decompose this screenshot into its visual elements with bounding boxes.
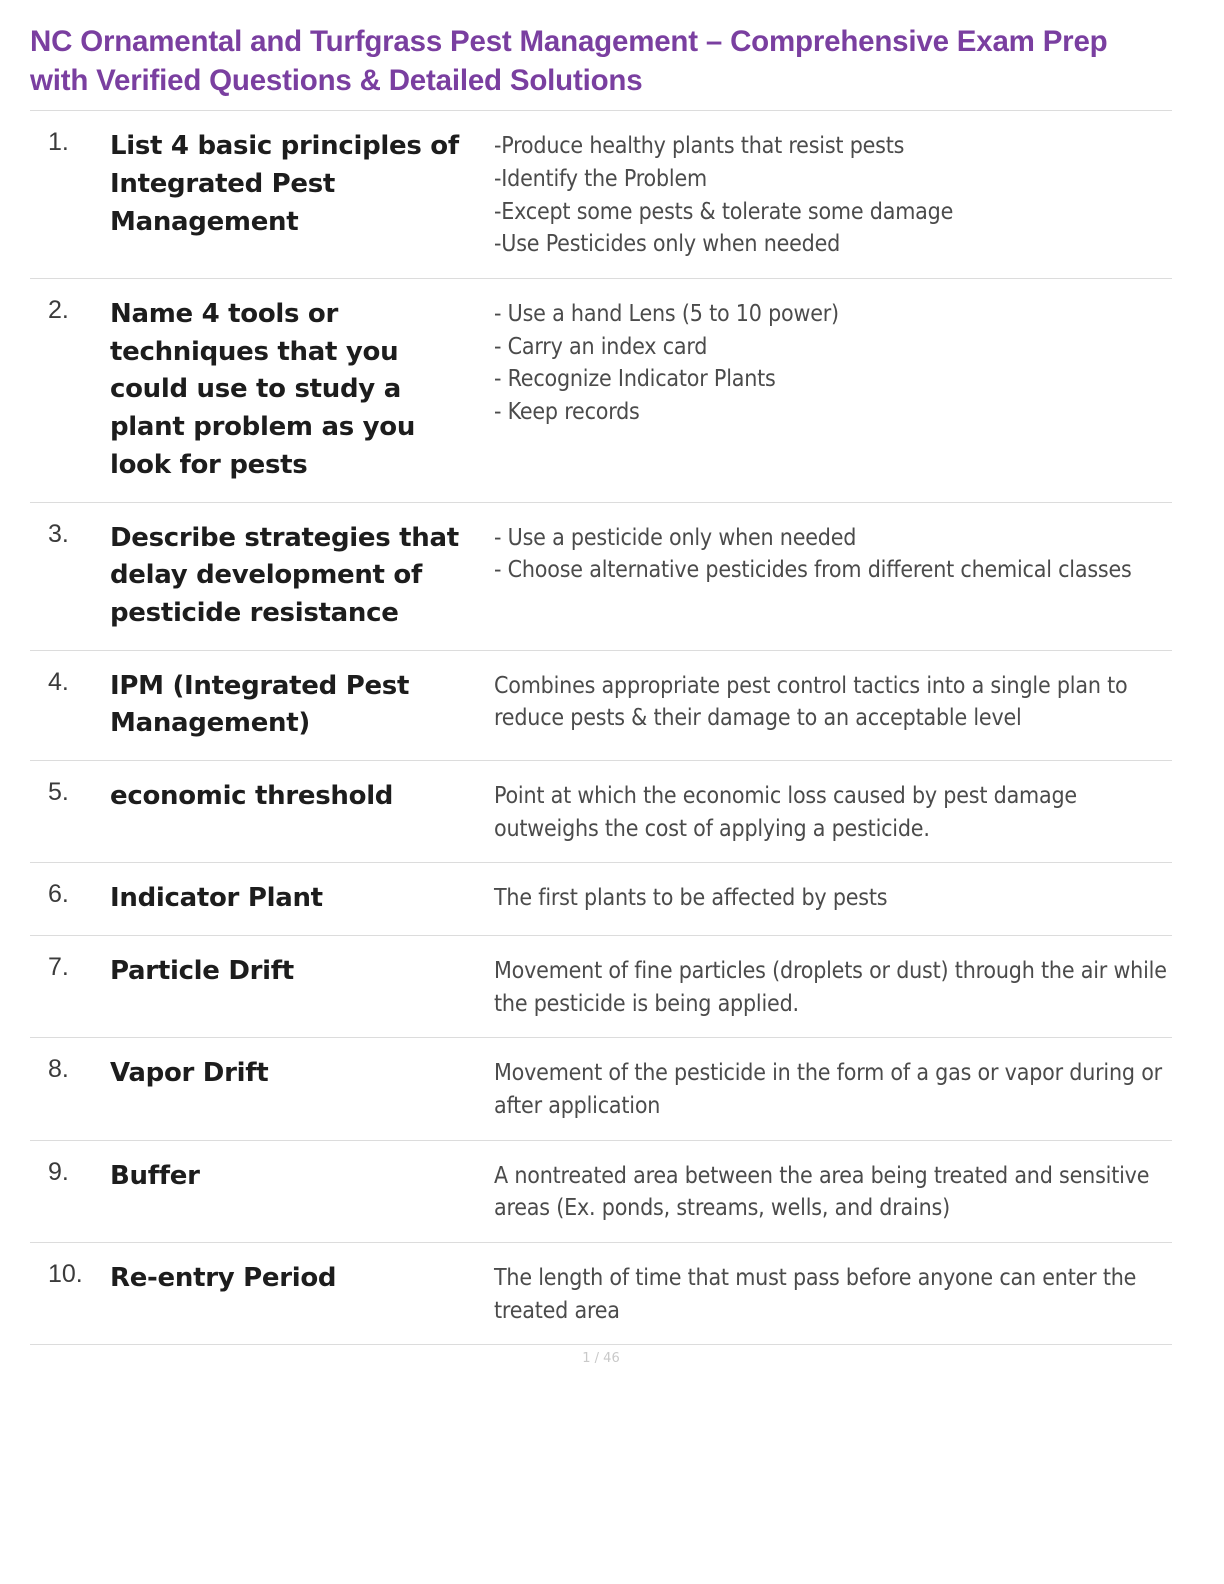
row-number: 9. (48, 1157, 69, 1186)
definition-line: Movement of fine particles (droplets or dust) through the air while the pesticide is being applied. (494, 957, 1167, 1017)
row-term-cell (110, 111, 494, 279)
row-number-cell (30, 279, 110, 502)
row-term-cell (110, 1242, 494, 1344)
definition-text (494, 1057, 1172, 1122)
definition-line: - Use a hand Lens (5 to 10 power) (494, 301, 839, 328)
row-definition-cell (494, 111, 1172, 279)
definition-line: Combines appropriate pest control tactics into a single plan to reduce pests & their damage to an acceptable level (494, 672, 1128, 732)
term-text: Particle Drift (110, 955, 294, 986)
table-row (30, 935, 1172, 1037)
row-number: 10. (48, 1259, 83, 1288)
definition-text (494, 882, 1172, 915)
row-term-cell (110, 279, 494, 502)
row-definition-cell (494, 650, 1172, 760)
term-text: Name 4 tools or techniques that you could use to study a plant problem as you look for pests (110, 299, 416, 480)
table-row (30, 760, 1172, 862)
row-number: 3. (48, 519, 69, 548)
definition-line: -Use Pesticides only when needed (494, 231, 841, 258)
row-definition-cell (494, 935, 1172, 1037)
row-definition-cell (494, 760, 1172, 862)
row-term-cell (110, 650, 494, 760)
term-text: Describe strategies that delay development of pesticide resistance (110, 522, 459, 628)
row-term-cell (110, 1140, 494, 1242)
row-number-cell (30, 650, 110, 760)
table-body (30, 111, 1172, 1345)
table-row (30, 1140, 1172, 1242)
row-number: 1. (48, 128, 69, 157)
definition-text (494, 298, 1172, 429)
definition-text (494, 1160, 1172, 1225)
row-number-cell (30, 863, 110, 936)
definition-line: Point at which the economic loss caused by pest damage outweighs the cost of applying a pesticide. (494, 782, 1077, 842)
table-row (30, 279, 1172, 502)
definition-line: The first plants to be affected by pests (494, 885, 888, 912)
table-row (30, 863, 1172, 936)
definition-line: -Identify the Problem (494, 166, 707, 193)
definition-text (494, 955, 1172, 1020)
definition-text (494, 670, 1172, 735)
row-definition-cell (494, 279, 1172, 502)
row-definition-cell (494, 1140, 1172, 1242)
row-number: 7. (48, 952, 69, 981)
row-number-cell (30, 502, 110, 650)
row-number-cell (30, 935, 110, 1037)
definition-line: - Keep records (494, 399, 640, 426)
page-title: NC Ornamental and Turfgrass Pest Management – Comprehensive Exam Prep with Verified Questions & Detailed Solutions (30, 25, 1108, 98)
row-number-cell (30, 1038, 110, 1140)
row-term-cell (110, 1038, 494, 1140)
row-number: 2. (48, 296, 69, 325)
table-row (30, 1038, 1172, 1140)
definition-line: -Produce healthy plants that resist pests (494, 133, 905, 160)
page-number-footer: 1 / 46 (582, 1351, 620, 1367)
definition-line: A nontreated area between the area being treated and sensitive areas (Ex. ponds, streams, wells, and drains) (494, 1162, 1150, 1222)
row-definition-cell (494, 1242, 1172, 1344)
term-text: Buffer (110, 1160, 200, 1191)
row-definition-cell (494, 863, 1172, 936)
row-term-cell (110, 863, 494, 936)
table-row (30, 111, 1172, 279)
table-row (30, 1242, 1172, 1344)
row-number: 6. (48, 880, 69, 909)
row-number-cell (30, 1242, 110, 1344)
row-number: 4. (48, 667, 69, 696)
term-text: List 4 basic principles of Integrated Pest Management (110, 131, 459, 237)
term-text: Indicator Plant (110, 883, 323, 914)
term-text: economic threshold (110, 780, 394, 811)
question-answer-table (30, 110, 1172, 1345)
term-text: Re-entry Period (110, 1262, 337, 1293)
row-definition-cell (494, 502, 1172, 650)
definition-text (494, 522, 1172, 587)
row-term-cell (110, 760, 494, 862)
definition-line: - Recognize Indicator Plants (494, 366, 776, 393)
row-term-cell (110, 935, 494, 1037)
row-number-cell (30, 1140, 110, 1242)
row-number: 8. (48, 1055, 69, 1084)
definition-line: - Use a pesticide only when needed (494, 524, 857, 551)
row-number: 5. (48, 777, 69, 806)
row-number-cell (30, 111, 110, 279)
definition-text (494, 780, 1172, 845)
row-number-cell (30, 760, 110, 862)
table-row (30, 502, 1172, 650)
definition-text (494, 1262, 1172, 1327)
definition-line: - Carry an index card (494, 333, 708, 360)
row-definition-cell (494, 1038, 1172, 1140)
term-text: IPM (Integrated Pest Management) (110, 670, 410, 739)
definition-line: Movement of the pesticide in the form of a gas or vapor during or after application (494, 1060, 1162, 1119)
term-text: Vapor Drift (110, 1058, 269, 1089)
definition-text (494, 130, 1172, 261)
row-term-cell (110, 502, 494, 650)
definition-line: - Choose alternative pesticides from different chemical classes (494, 557, 1132, 584)
definition-line: -Except some pests & tolerate some damage (494, 198, 954, 225)
definition-line: The length of time that must pass before anyone can enter the treated area (494, 1264, 1137, 1324)
table-row (30, 650, 1172, 760)
